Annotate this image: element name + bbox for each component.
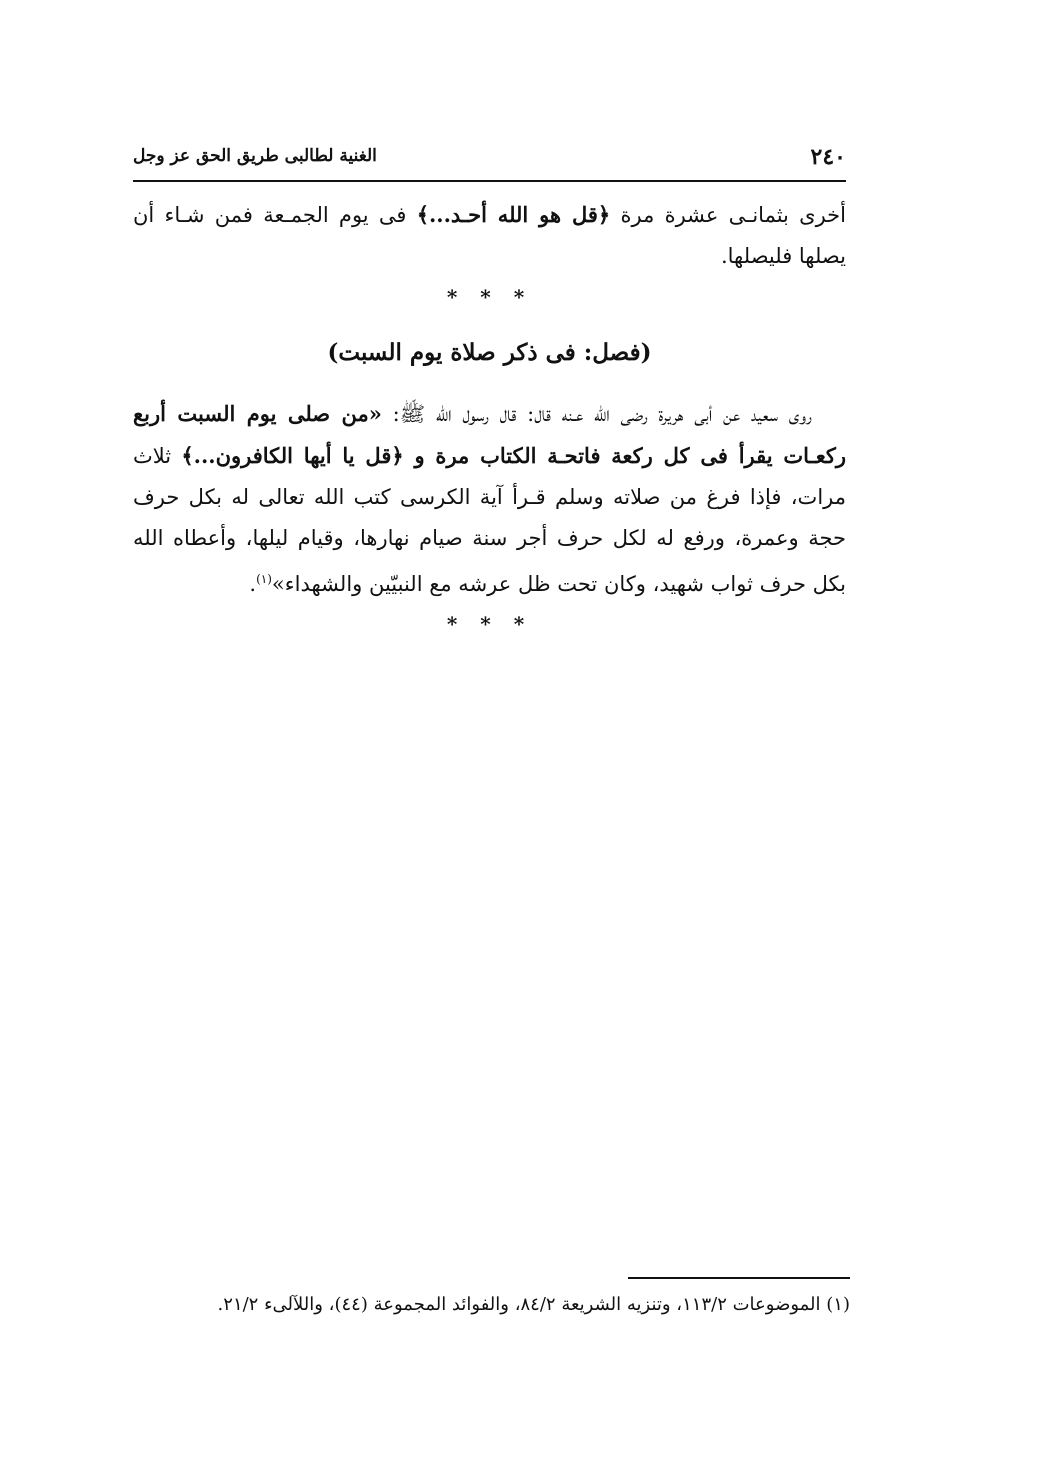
running-title: الغنية لطالبى طريق الحق عز وجل	[133, 146, 377, 166]
hadith-end: .	[249, 572, 257, 596]
continuation-paragraph	[133, 194, 846, 277]
quran-quote: ﴿قل هو الله أحـد...﴾	[416, 202, 611, 227]
hadith-text: ثلاث مرات، فإذا فرغ من صلاته وسلم قـرأ آية الكرسى كتب الله تعالى له بكل حرف حجة وعمرة، ورفع له لكل حرف أجر سنة صيام نهارها، وقيام ليلها، وأعطاه الله بكل حرف ثواب شهيد، وكان تحت ظل عرشه مع النبيّين والشهداء»	[133, 444, 846, 596]
hadith-quote-open: «من صلى يوم السبت أربع ركعـات يقرأ فى كل ركعة فاتحـة الكتاب مرة و	[133, 401, 846, 468]
surah-quote: ﴿قل يا أيها الكافرون...﴾	[181, 443, 404, 468]
header-rule	[133, 180, 846, 182]
footnote: (١) الموضوعات ١١٣/٢، وتنزيه الشريعة ٨٤/٢، والفوائد المجموعة (٤٤)، واللآلىء ٢١/٢.	[217, 1294, 850, 1315]
section-title: (فصل: فى ذكر صلاة يوم السبت)	[327, 339, 652, 366]
page-header	[133, 140, 846, 180]
continuation-text: أخرى بثمانـى عشرة مرة	[610, 203, 846, 227]
footnote-rule	[628, 1277, 850, 1279]
continuation-text-end: فى يوم الجمـعة فمن شـاء أن يصلها فليصلها.	[133, 203, 846, 268]
end-separator: * * *	[446, 612, 533, 636]
hadith-paragraph	[133, 393, 846, 605]
page-number: ٢٤٠	[810, 144, 846, 170]
footnote-marker[interactable]: (١)	[256, 572, 272, 586]
hadith-chain: روى سعيد عن أبى هريرة رضى الله عـنه قال: قال رسول الله ﷺ:	[381, 402, 813, 426]
section-separator: * * *	[446, 285, 533, 309]
